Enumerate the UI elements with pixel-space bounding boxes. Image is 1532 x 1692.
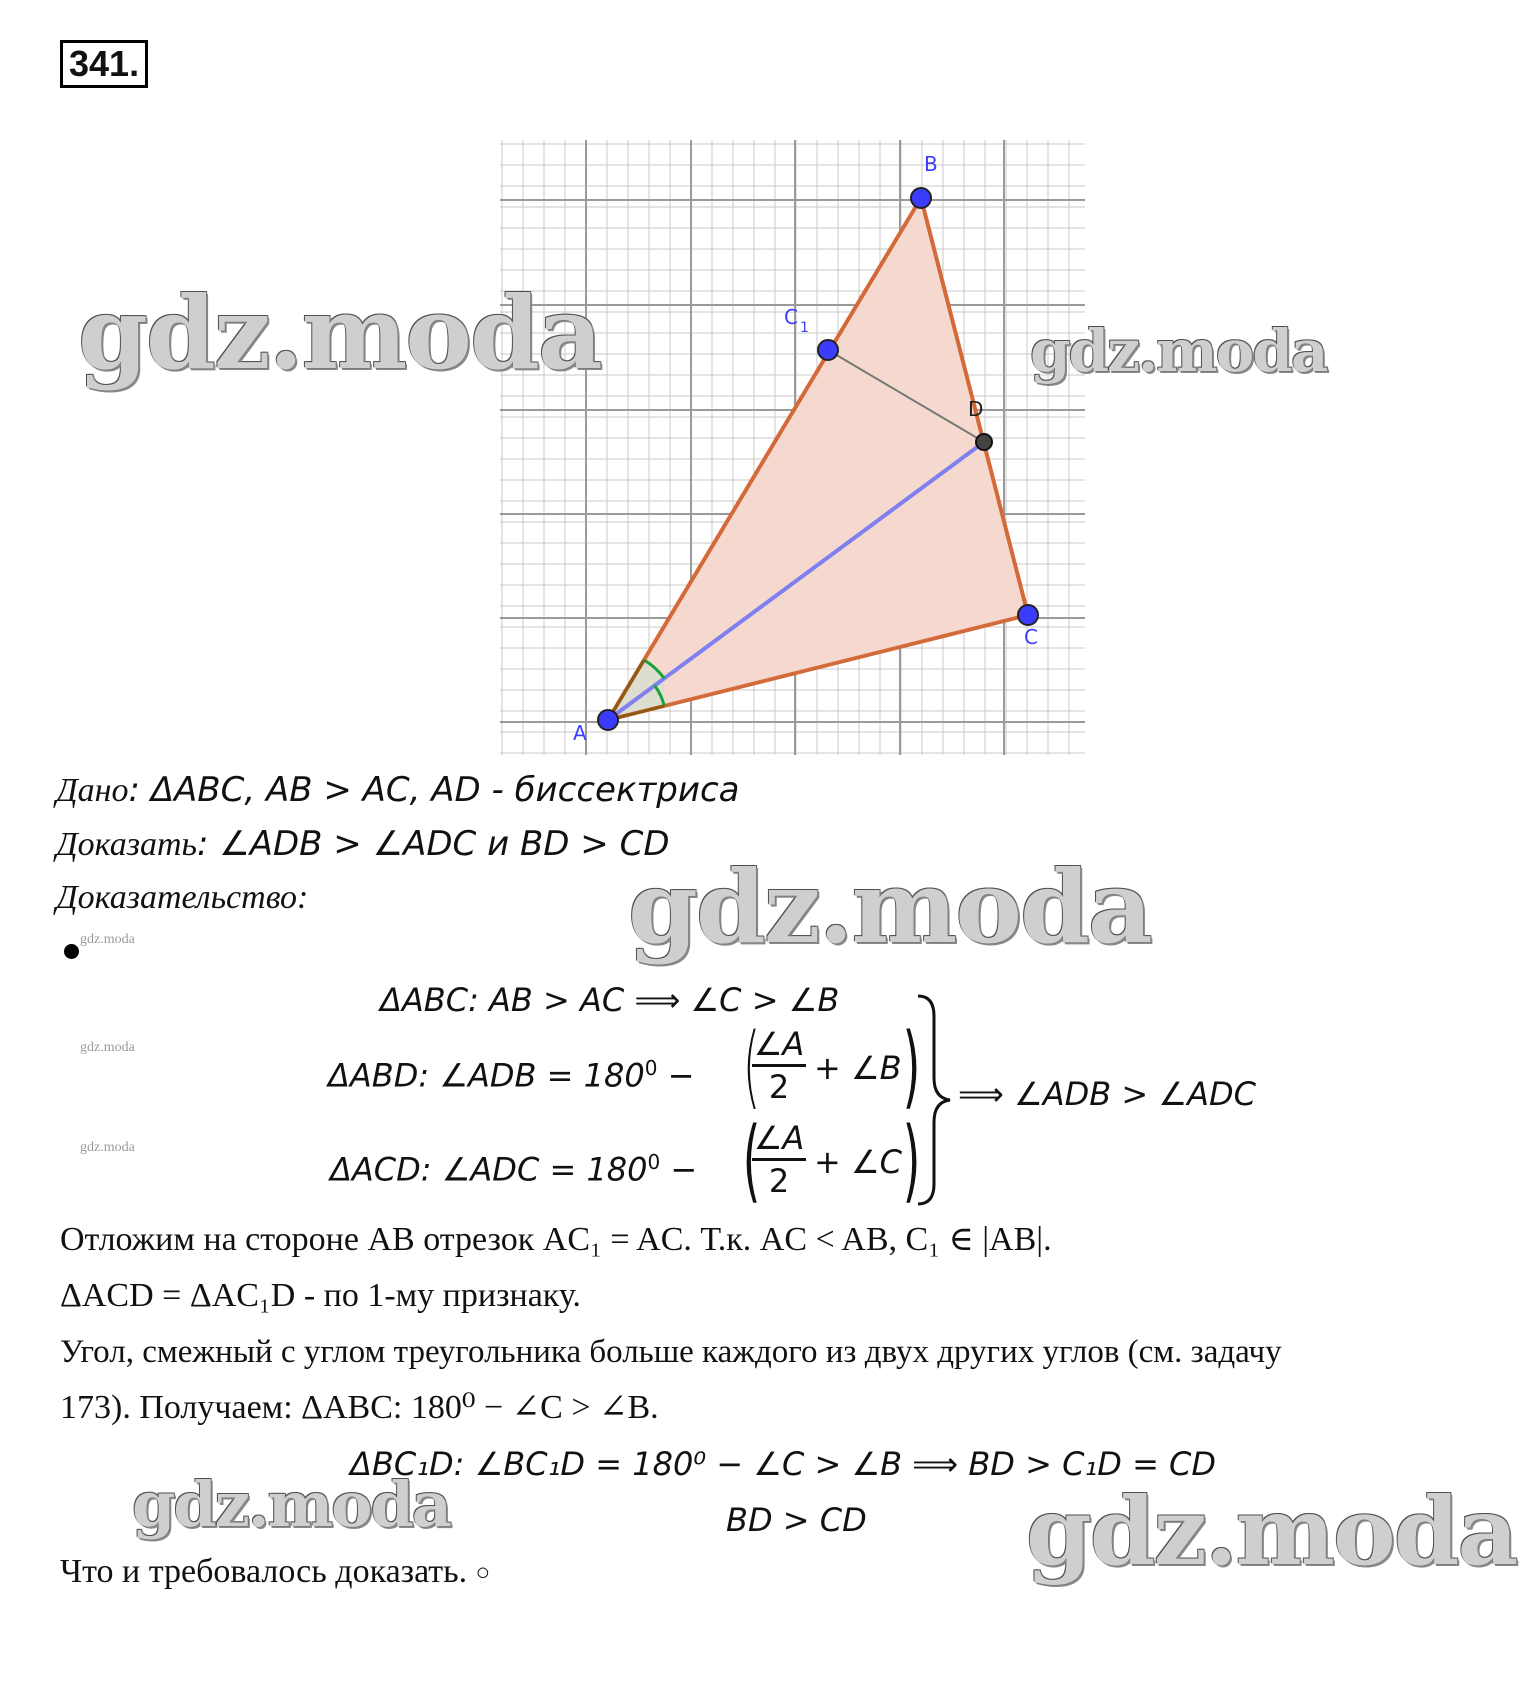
conclusion-text: Что и требовалось доказать. [60, 1553, 468, 1590]
line2-plus-b: + ∠B [814, 1049, 902, 1087]
paragraph-4: 173). Получаем: ΔABC: 180⁰ − ∠C > ∠B. [60, 1389, 659, 1426]
prove-statement: : ∠ADB > ∠ADC и BD > CD [196, 824, 670, 864]
prove-line [56, 824, 670, 865]
system-conclusion: ⟹ ∠ADB > ∠ADC [958, 1075, 1256, 1113]
system-line-1: ΔABC: AB > AC ⟹ ∠C > ∠B [380, 981, 840, 1019]
given-line [56, 770, 740, 811]
label-c1: C [784, 305, 798, 329]
watermark-2: gdz.moda [1030, 317, 1327, 385]
line3-plus-c: + ∠C [814, 1143, 903, 1181]
label-c1-sub: 1 [800, 320, 809, 336]
frac1-den: 2 [752, 1064, 806, 1107]
point-d [976, 434, 992, 450]
line2-prefix: ΔABD: ∠ADB = 180 [328, 1056, 645, 1095]
point-c [1018, 605, 1038, 625]
paren-close-2: ) [902, 1108, 921, 1213]
paragraph-1: Отложим на стороне AB отрезок AC₁ = AC. Т.к. AC < AB, C₁ ∈ |AB|. [60, 1221, 1052, 1258]
paragraph-2: ΔACD = ΔAC₁D - по 1-му признаку. [60, 1277, 581, 1314]
label-b: B [924, 152, 938, 176]
watermark-small-3: gdz.moda [80, 1140, 135, 1155]
system-line-2 [328, 1048, 694, 1096]
line3-minus: − [670, 1150, 698, 1189]
watermark-3: gdz.moda [628, 848, 1151, 966]
line3-prefix: ΔACD: ∠ADC = 180 [330, 1150, 648, 1189]
watermark-1: gdz.moda [78, 274, 601, 392]
line2-minus: − [667, 1056, 695, 1095]
label-c: C [1024, 625, 1038, 649]
bullet-icon [64, 944, 79, 959]
line2-degree: 0 [644, 1056, 658, 1080]
watermark-small-1: gdz.moda [80, 932, 135, 947]
frac1-num: ∠A [753, 1025, 805, 1063]
watermark-5: gdz.moda [1026, 1477, 1517, 1587]
line3-degree: 0 [647, 1150, 661, 1174]
fraction-2 [752, 1118, 806, 1201]
paren-open-1: ( [742, 1014, 761, 1119]
triangle-figure [500, 140, 1110, 760]
conclusion-line [60, 1552, 490, 1593]
paren-open-2: ( [742, 1108, 761, 1213]
point-b [911, 188, 931, 208]
fraction-1 [752, 1024, 806, 1107]
given-statement: : ΔABC, AB > AC, AD - биссектриса [128, 770, 740, 810]
point-c1 [818, 340, 838, 360]
frac2-den: 2 [752, 1158, 806, 1201]
paragraph-3: Угол, смежный с углом треугольника больше каждого из двух других углов (см. задачу [60, 1334, 1282, 1370]
equation-2: BD > CD [726, 1501, 867, 1539]
end-mark-icon: ○ [475, 1560, 491, 1586]
point-a [598, 710, 618, 730]
frac2-num: ∠A [753, 1119, 805, 1157]
proof-label: Доказательство: [56, 879, 309, 916]
label-a: A [573, 721, 587, 745]
equation-1: ΔBC₁D: ∠BC₁D = 180⁰ − ∠C > ∠B ⟹ BD > C₁D = CD [350, 1445, 1217, 1483]
paren-close-1: ) [902, 1014, 921, 1119]
given-label: Дано [56, 772, 129, 809]
watermark-small-2: gdz.moda [80, 1040, 135, 1055]
system-line-3 [330, 1142, 697, 1190]
problem-number: 341. [60, 40, 148, 88]
curly-brace [912, 992, 962, 1208]
label-d: D [968, 397, 984, 421]
prove-label: Доказать [56, 826, 197, 863]
watermark-4: gdz.moda [132, 1468, 450, 1541]
